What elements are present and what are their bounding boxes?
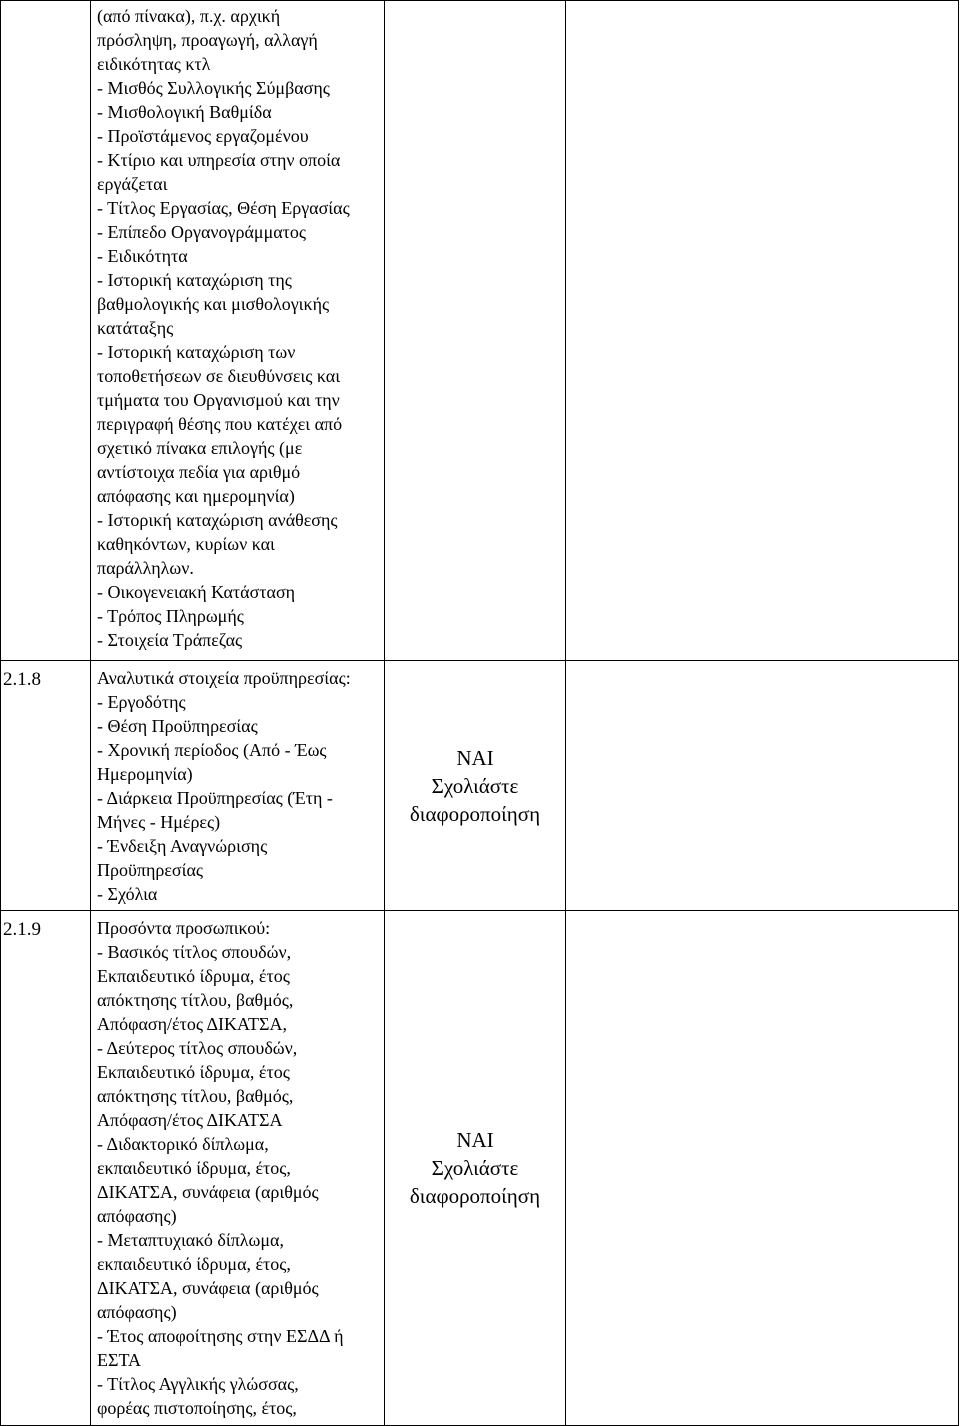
description-line: - Τίτλος Εργασίας, Θέση Εργασίας: [97, 198, 350, 218]
description-line: - Ιστορική καταχώριση των: [97, 342, 296, 362]
description-line: ΕΣΤΑ: [97, 1350, 142, 1370]
description-line: απόκτησης τίτλου, βαθμός,: [97, 990, 294, 1010]
row-number-cell: [1, 1, 91, 661]
description-line: - Σχόλια: [97, 884, 158, 904]
description-line: - Στοιχεία Τράπεζας: [97, 630, 243, 650]
description-line: - Ειδικότητα: [97, 246, 188, 266]
response-comment: Σχολιάστε: [431, 773, 519, 798]
row-number: 2.1.8: [3, 669, 41, 690]
description-list: [91, 911, 384, 1420]
description-line: απόφασης): [97, 1302, 177, 1322]
description-line: εργάζεται: [97, 174, 168, 194]
response-cell: [385, 1, 566, 661]
description-line: ΔΙΚΑΤΣΑ, συνάφεια (αριθμός: [97, 1182, 319, 1202]
description-line: - Οικογενειακή Κατάσταση: [97, 582, 296, 602]
description-line: Ημερομηνία): [97, 764, 193, 784]
description-line: Προσόντα προσωπικού:: [97, 918, 271, 938]
notes-cell: [566, 1, 959, 661]
description-cell: [91, 911, 385, 1426]
description-line: φορέας πιστοποίησης, έτος,: [97, 1398, 297, 1418]
response-cell: [385, 911, 566, 1426]
response-comment: Σχολιάστε: [431, 1156, 519, 1180]
row-number-cell: [1, 661, 91, 911]
description-line: κατάταξης: [97, 318, 174, 338]
description-line: - Κτίριο και υπηρεσία στην οποία: [97, 150, 341, 170]
description-line: Εκπαιδευτικό ίδρυμα, έτος: [97, 966, 290, 986]
description-line: εκπαιδευτικό ίδρυμα, έτος,: [97, 1158, 291, 1178]
description-line: - Διάρκεια Προϋπηρεσίας (Έτη -: [97, 788, 333, 808]
notes-cell: [566, 661, 959, 911]
description-line: - Τίτλος Αγγλικής γλώσσας,: [97, 1374, 299, 1394]
notes-cell: [566, 911, 959, 1426]
description-line: ειδικότητας κτλ: [97, 54, 211, 74]
description-line: απόφασης και ημερομηνία): [97, 486, 295, 506]
description-line: σχετικό πίνακα επιλογής (με: [97, 438, 303, 458]
description-line: Μήνες - Ημέρες): [97, 812, 221, 832]
description-line: - Ιστορική καταχώριση ανάθεσης: [97, 510, 338, 530]
description-line: - Προϊστάμενος εργαζομένου: [97, 126, 309, 146]
description-line: καθηκόντων, κυρίων και: [97, 534, 275, 554]
description-line: αντίστοιχα πεδία για αριθμό: [97, 462, 301, 482]
response-answer: ΝΑΙ: [456, 745, 494, 770]
response-note: διαφοροποίηση: [409, 801, 541, 826]
row-number: [1, 1, 90, 8]
description-line: - Χρονική περίοδος (Από - Έως: [97, 740, 327, 760]
description-line: - Μισθός Συλλογικής Σύμβασης: [97, 78, 330, 98]
table-row: [1, 911, 959, 1426]
description-line: τμήματα του Οργανισμού και την: [97, 390, 340, 410]
description-line: απόκτησης τίτλου, βαθμός,: [97, 1086, 294, 1106]
description-line: - Ένδειξη Αναγνώρισης: [97, 836, 268, 856]
table-row: [1, 661, 959, 911]
description-line: (από πίνακα), π.χ. αρχική: [97, 6, 281, 26]
description-line: - Μεταπτυχιακό δίπλωμα,: [97, 1230, 284, 1250]
description-line: Εκπαιδευτικό ίδρυμα, έτος: [97, 1062, 290, 1082]
description-line: - Μισθολογική Βαθμίδα: [97, 102, 272, 122]
description-line: - Διδακτορικό δίπλωμα,: [97, 1134, 269, 1154]
description-list: [91, 661, 384, 906]
response-cell: [385, 661, 566, 911]
description-line: - Επίπεδο Οργανογράμματος: [97, 222, 307, 242]
description-line: πρόσληψη, προαγωγή, αλλαγή: [97, 30, 318, 50]
table-row: [1, 1, 959, 661]
description-line: απόφασης): [97, 1206, 177, 1226]
description-line: Απόφαση/έτος ΔΙΚΑΤΣΑ: [97, 1110, 283, 1130]
description-line: βαθμολογικής και μισθολογικής: [97, 294, 330, 314]
description-line: ΔΙΚΑΤΣΑ, συνάφεια (αριθμός: [97, 1278, 319, 1298]
description-line: Προϋπηρεσίας: [97, 860, 204, 880]
description-line: - Ιστορική καταχώριση της: [97, 270, 292, 290]
row-number: 2.1.9: [3, 919, 41, 940]
description-line: - Θέση Προϋπηρεσίας: [97, 716, 258, 736]
description-list: [91, 1, 384, 652]
row-number-cell: [1, 911, 91, 1426]
description-line: εκπαιδευτικό ίδρυμα, έτος,: [97, 1254, 291, 1274]
description-line: - Έτος αποφοίτησης στην ΕΣΔΔ ή: [97, 1326, 344, 1346]
response-note: διαφοροποίηση: [409, 1184, 541, 1208]
description-line: - Τρόπος Πληρωμής: [97, 606, 244, 626]
description-cell: [91, 661, 385, 911]
description-line: - Δεύτερος τίτλος σπουδών,: [97, 1038, 298, 1058]
description-line: - Εργοδότης: [97, 692, 186, 712]
description-line: τοποθετήσεων σε διευθύνσεις και: [97, 366, 341, 386]
description-line: παράλληλων.: [97, 558, 194, 578]
description-line: Αναλυτικά στοιχεία προϋπηρεσίας:: [97, 668, 351, 688]
description-cell: [91, 1, 385, 661]
description-line: Απόφαση/έτος ΔΙΚΑΤΣΑ,: [97, 1014, 288, 1034]
description-line: περιγραφή θέσης που κατέχει από: [97, 414, 343, 434]
response-answer: ΝΑΙ: [456, 1128, 494, 1152]
description-line: - Βασικός τίτλος σπουδών,: [97, 942, 292, 962]
